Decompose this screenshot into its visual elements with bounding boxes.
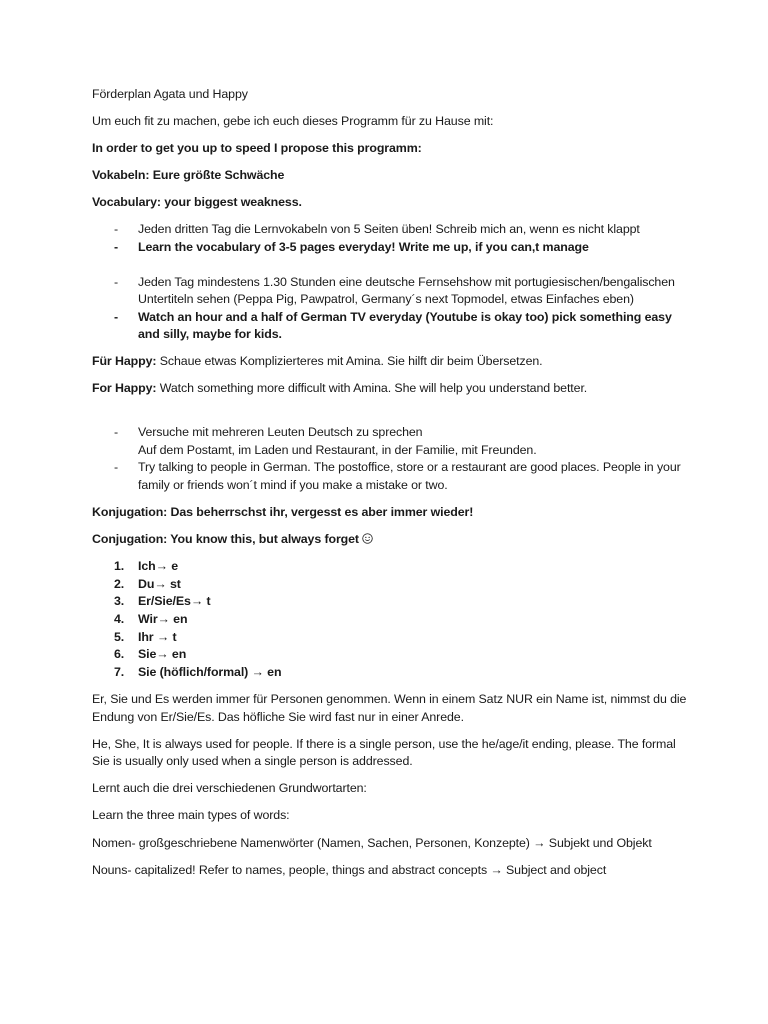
list-item-text: Learn the vocabulary of 3-5 pages everyday! Write me up, if you can,t manage (138, 240, 589, 255)
list-item: 2. Du→ st (114, 576, 181, 591)
list-item: - Versuche mit mehreren Leuten Deutsch zu sprechen Auf dem Postamt, im Laden und Restaurant, in der Familie, mit Freunden. (114, 425, 537, 457)
vocab-heading-german: Vokabeln: Eure größte Schwäche (92, 168, 285, 183)
nomen-german: Nomen- großgeschriebene Namenwörter (Namen, Sachen, Personen, Konzepte) → Subjekt und Objekt (92, 835, 652, 850)
list-item-text: Versuche mit mehreren Leuten Deutsch zu sprechen Auf dem Postamt, im Laden und Restaurant, in der Familie, mit Freunden. (138, 425, 537, 457)
conjugation-heading-english-text: Conjugation: You know this, but always forget (92, 532, 359, 547)
list-item: 5. Ihr → t (114, 629, 177, 644)
list-item: 4. Wir→ en (114, 612, 188, 627)
conjugation-heading-english (92, 531, 692, 549)
list-item-text: Jeden Tag mindestens 1.30 Stunden eine deutsche Fernsehshow mit portugiesischen/bengalischen Untertiteln sehen (Peppa Pig, Pawpatrol, Germany´s next Topmodel, etwas Einfaches eben) (138, 274, 675, 307)
happy-german (92, 353, 692, 371)
er-sie-es-english: He, She, It is always used for people. If there is a single person, use the he/age/it ending, please. The formal Sie is usually only used when a single person is addressed. (92, 736, 676, 769)
list-item: 3. Er/Sie/Es→ t (114, 594, 211, 609)
vocab-heading-english: Vocabulary: your biggest weakness. (92, 195, 302, 210)
conjugation-heading-german: Konjugation: Das beherrschst ihr, vergesst es aber immer wieder! (92, 505, 474, 520)
talk-list (92, 424, 692, 494)
list-item: - Try talking to people in German. The postoffice, store or a restaurant are good places. People in your family or friends won´t mind if you make a mistake or two. (114, 460, 681, 492)
vocab-list-1 (92, 221, 692, 256)
conjugation-list (92, 558, 692, 681)
list-item-text: Watch an hour and a half of German TV everyday (Youtube is okay too) pick something easy and silly, maybe for kids. (138, 309, 672, 342)
vocab-list-2 (92, 274, 692, 344)
happy-german-text: Schaue etwas Komplizierteres mit Amina. Sie hilft dir beim Übersetzen. (156, 354, 543, 369)
intro-english: In order to get you up to speed I propose this programm: (92, 141, 422, 156)
word-types-english: Learn the three main types of words: (92, 808, 290, 823)
word-types-german: Lernt auch die drei verschiedenen Grundwortarten: (92, 781, 367, 796)
happy-english-text: Watch something more difficult with Amina. She will help you understand better. (156, 381, 588, 396)
intro-german: Um euch fit zu machen, gebe ich euch dieses Programm für zu Hause mit: (92, 114, 494, 129)
list-item: - Jeden dritten Tag die Lernvokabeln von 5 Seiten üben! Schreib mich an, wenn es nicht klappt (114, 222, 640, 237)
list-item-text: Try talking to people in German. The postoffice, store or a restaurant are good places. People in your family or friends won´t mind if you make a mistake or two. (138, 460, 681, 492)
list-item: 1. Ich→ e (114, 559, 179, 574)
list-item: 6. Sie→ en (114, 647, 187, 662)
list-item: - Watch an hour and a half of German TV everyday (Youtube is okay too) pick something easy and silly, maybe for kids. (114, 309, 672, 342)
happy-english (92, 380, 692, 398)
list-item: 7. Sie (höflich/formal) → en (114, 664, 282, 679)
document-page (92, 86, 692, 889)
happy-english-label: For Happy: (92, 381, 157, 396)
list-item: - Learn the vocabulary of 3-5 pages everyday! Write me up, if you can,t manage (114, 240, 589, 255)
er-sie-es-german: Er, Sie und Es werden immer für Personen genommen. Wenn in einem Satz NUR ein Name ist, nimmst du die Endung von Er/Sie/Es. Das höfliche Sie wird fast nur in einer Anrede. (92, 691, 687, 724)
document-title: Förderplan Agata und Happy (92, 87, 248, 101)
smiley-icon (362, 533, 373, 544)
happy-german-label: Für Happy: (92, 354, 157, 369)
list-item-text: Jeden dritten Tag die Lernvokabeln von 5 Seiten üben! Schreib mich an, wenn es nicht klappt (138, 222, 640, 237)
nouns-english: Nouns- capitalized! Refer to names, people, things and abstract concepts → Subject and object (92, 862, 607, 877)
list-item: - Jeden Tag mindestens 1.30 Stunden eine deutsche Fernsehshow mit portugiesischen/bengalischen Untertiteln sehen (Peppa Pig, Pawpatrol, Germany´s next Topmodel, etwas Einfaches eben) (114, 274, 675, 307)
